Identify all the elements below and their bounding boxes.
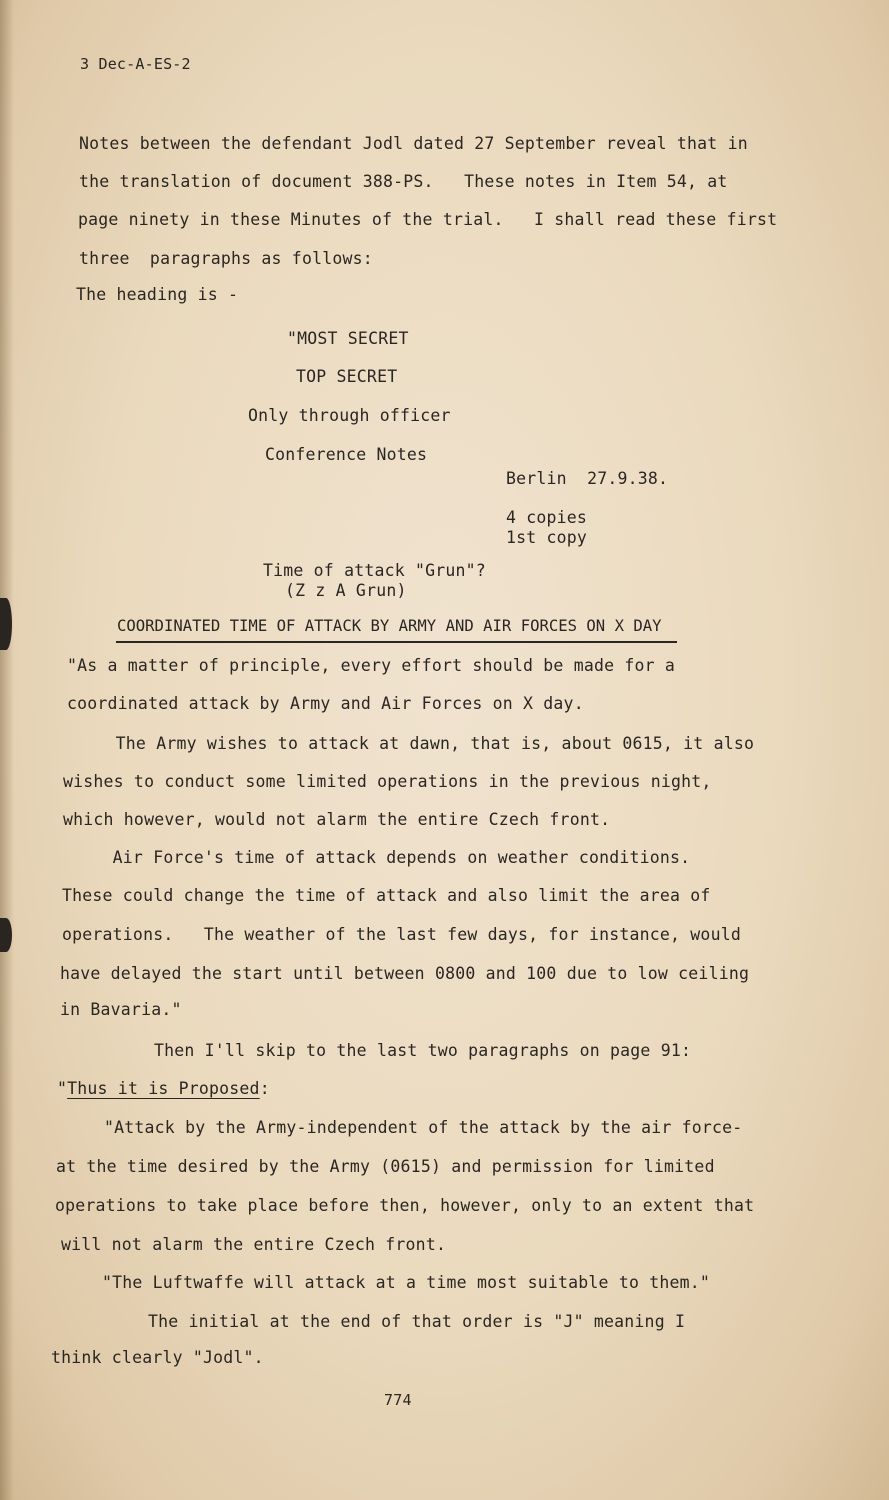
body-line: which however, would not alarm the entire Czech front. [63, 810, 611, 829]
body-line: in Bavaria." [60, 1000, 182, 1019]
body-line: Air Force's time of attack depends on weather conditions. [62, 848, 691, 867]
page-number: 774 [384, 1391, 412, 1409]
body-line: wishes to conduct some limited operations in the previous night, [63, 772, 712, 791]
intro-line: the translation of document 388-PS. These notes in Item 54, at [79, 172, 728, 191]
body-line: These could change the time of attack and also limit the area of [62, 886, 711, 905]
heading-officer: Only through officer [248, 406, 451, 425]
heading-top-secret: TOP SECRET [296, 367, 398, 386]
heading-copies: 4 copies [506, 508, 588, 527]
heading-most-secret: "MOST SECRET [287, 329, 409, 348]
proposal-line: will not alarm the entire Czech front. [61, 1235, 447, 1254]
body-line: The Army wishes to attack at dawn, that is, about 0615, it also [65, 734, 755, 753]
heading-conference: Conference Notes [265, 445, 428, 464]
heading-time-of-attack: Time of attack "Grun"? [263, 561, 486, 580]
proposed-heading [57, 1079, 270, 1099]
intro-line: Notes between the defendant Jodl dated 27 September reveal that in [79, 134, 748, 153]
proposal-line: operations to take place before then, however, only to an extent that [55, 1196, 755, 1215]
intro-line: page ninety in these Minutes of the trial. I shall read these first [78, 210, 778, 229]
page-tear-mark [0, 918, 12, 952]
intro-line: three paragraphs as follows: [79, 249, 373, 268]
proposal-line: "The Luftwaffe will attack at a time most suitable to them." [102, 1273, 711, 1292]
proposal-line: "Attack by the Army-independent of the attack by the air force- [104, 1118, 743, 1137]
proposed-colon: : [259, 1079, 270, 1098]
closing-line: think clearly "Jodl". [51, 1348, 264, 1367]
heading-place-date: Berlin 27.9.38. [506, 469, 669, 488]
section-title: COORDINATED TIME OF ATTACK BY ARMY AND AIR FORCES ON X DAY [117, 617, 662, 635]
proposed-quote: " [57, 1079, 68, 1098]
body-line: have delayed the start until between 0800 and 100 due to low ceiling [60, 964, 750, 983]
skip-line: Then I'll skip to the last two paragraphs on page 91: [154, 1041, 692, 1060]
heading-copy-number: 1st copy [506, 528, 588, 547]
section-title-underline [116, 641, 677, 643]
proposed-text: Thus it is Proposed [67, 1079, 260, 1098]
body-line: operations. The weather of the last few days, for instance, would [62, 925, 741, 944]
body-line: coordinated attack by Army and Air Forces on X day. [67, 694, 584, 713]
proposal-line: at the time desired by the Army (0615) and permission for limited [56, 1157, 715, 1176]
page-tear-mark [0, 598, 12, 650]
closing-line: The initial at the end of that order is "J" meaning I [148, 1312, 686, 1331]
heading-time-code: (Z z A Grun) [285, 581, 407, 600]
intro-line: The heading is - [76, 285, 239, 304]
page-edge-shadow [0, 0, 14, 1500]
body-line: "As a matter of principle, every effort should be made for a [67, 656, 676, 675]
document-reference: 3 Dec-A-ES-2 [80, 55, 191, 73]
